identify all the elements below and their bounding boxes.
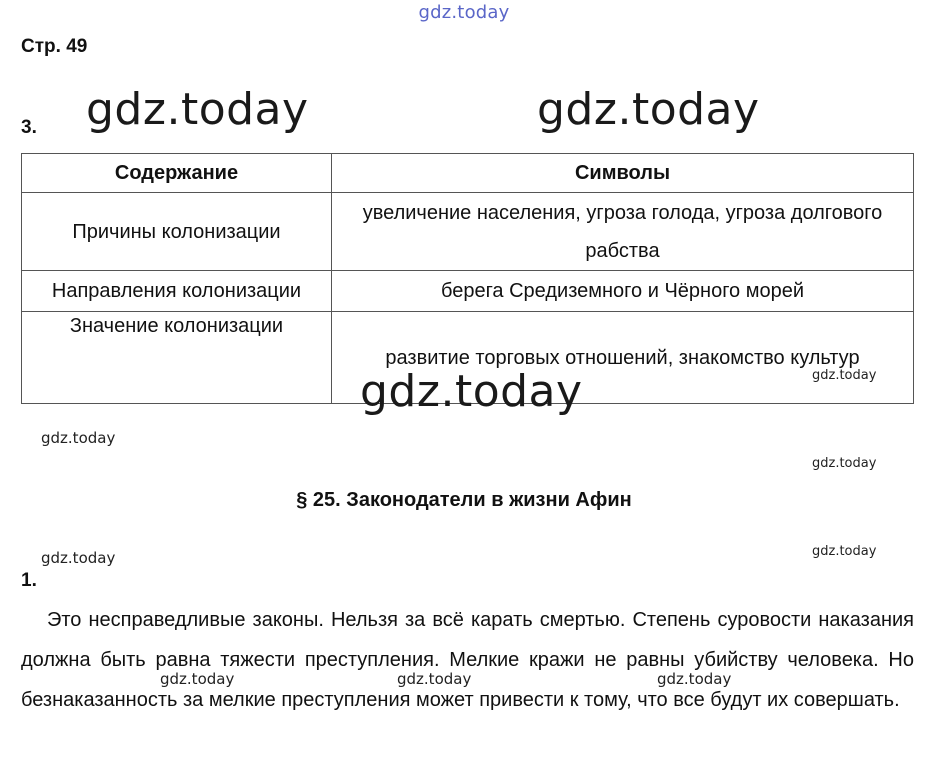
watermark-small: gdz.today — [812, 368, 877, 383]
answer-paragraph — [21, 600, 914, 720]
watermark-small: gdz.today — [41, 429, 116, 447]
watermark-small: gdz.today — [812, 456, 877, 471]
table-row — [22, 193, 914, 271]
table-cell: берега Средиземного и Чёрного морей — [332, 271, 914, 312]
watermark-small: gdz.today — [812, 544, 877, 559]
watermark-small: gdz.today — [397, 670, 472, 688]
task-number-1: 1. — [21, 570, 37, 591]
table-row — [22, 271, 914, 312]
table-cell: развитие торговых отношений, знакомство культур — [332, 312, 914, 404]
table-header-symbols: Символы — [332, 154, 914, 193]
task-number-3: 3. — [21, 117, 37, 138]
watermark-small: gdz.today — [657, 670, 732, 688]
page-label: Стр. 49 — [21, 36, 88, 57]
table-header-content: Содержание — [22, 154, 332, 193]
watermark-top: gdz.today — [418, 2, 510, 23]
table-cell: Значение колонизации — [22, 312, 332, 404]
watermark-small: gdz.today — [41, 549, 116, 567]
table-cell: увеличение населения, угроза голода, угроза долгового рабства — [332, 193, 914, 271]
watermark-large-3: gdz.today — [360, 366, 583, 417]
answer-text: Это несправедливые законы. Нельзя за всё карать смертью. Степень суровости наказания должна быть равна тяжести преступления. Мелкие кражи не равны убийству человека. Но безнаказанность за мелкие преступления может привести к тому, что все будут их совершать. — [21, 609, 914, 711]
watermark-large-2: gdz.today — [537, 84, 760, 135]
table-cell: Причины колонизации — [22, 193, 332, 271]
watermark-large-1: gdz.today — [86, 84, 309, 135]
watermark-small: gdz.today — [160, 670, 235, 688]
table-cell: Направления колонизации — [22, 271, 332, 312]
section-heading: § 25. Законодатели в жизни Афин — [296, 489, 632, 511]
